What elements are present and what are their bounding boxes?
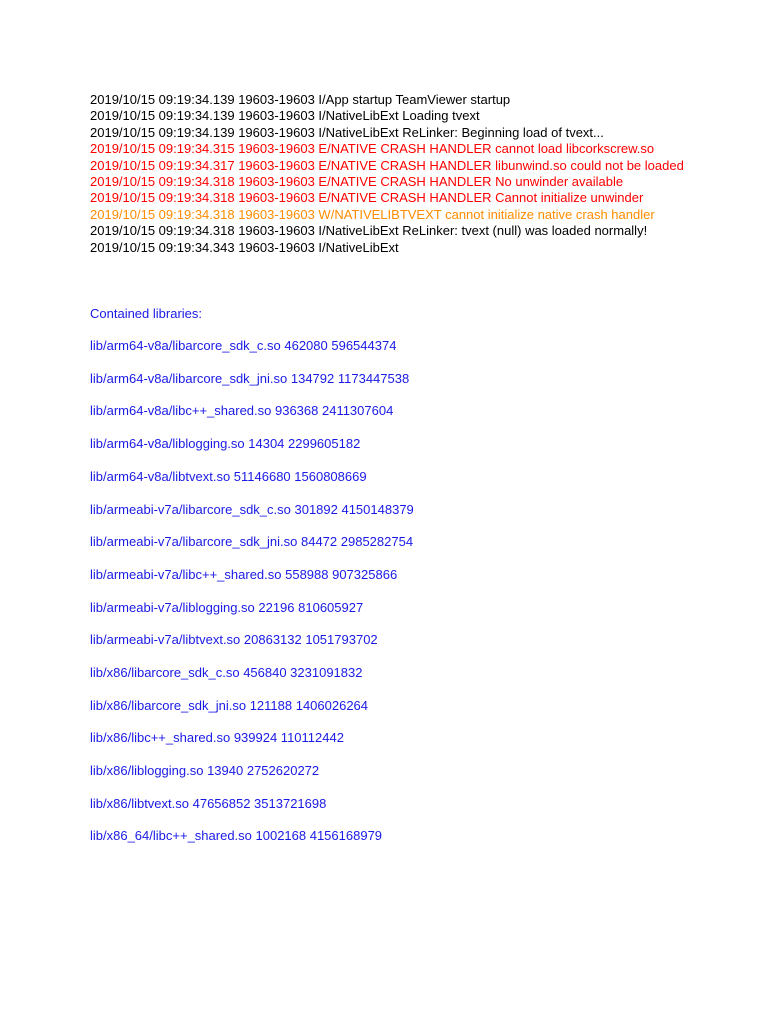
library-item: lib/x86/liblogging.so 13940 2752620272 [90, 763, 320, 778]
log-line: 2019/10/15 09:19:34.139 19603-19603 I/NativeLibExt ReLinker: Beginning load of tvext... [90, 124, 604, 140]
libraries-heading: Contained libraries: [90, 306, 203, 322]
library-item: lib/arm64-v8a/libarcore_sdk_jni.so 134792 1173447538 [90, 370, 410, 386]
library-item: lib/armeabi-v7a/libarcore_sdk_c.so 301892 4150148379 [90, 501, 414, 517]
log-line: 2019/10/15 09:19:34.139 19603-19603 I/App startup TeamViewer startup [90, 92, 511, 107]
library-item: lib/arm64-v8a/libc++_shared.so 936368 2411307604 [90, 403, 394, 419]
log-line: 2019/10/15 09:19:34.139 19603-19603 I/NativeLibExt Loading tvext [90, 108, 480, 124]
library-item: lib/armeabi-v7a/liblogging.so 22196 810605927 [90, 599, 364, 615]
library-item: lib/x86/libtvext.so 47656852 3513721698 [90, 795, 327, 811]
log-line: 2019/10/15 09:19:34.318 19603-19603 W/NATIVELIBTVEXT cannot initialize native crash handler [90, 206, 655, 222]
libraries-list [90, 338, 690, 845]
log-line: 2019/10/15 09:19:34.317 19603-19603 E/NATIVE CRASH HANDLER libunwind.so could not be loaded [90, 157, 684, 173]
document-page [90, 92, 690, 861]
library-item: lib/arm64-v8a/libarcore_sdk_c.so 462080 596544374 [90, 338, 397, 354]
library-item: lib/armeabi-v7a/libtvext.so 20863132 1051793702 [90, 632, 378, 648]
log-line: 2019/10/15 09:19:34.315 19603-19603 E/NATIVE CRASH HANDLER cannot load libcorkscrew.so [90, 141, 655, 157]
library-item: lib/arm64-v8a/libtvext.so 51146680 1560808669 [90, 468, 367, 484]
log-line: 2019/10/15 09:19:34.343 19603-19603 I/NativeLibExt [90, 239, 399, 255]
library-item: lib/x86/libc++_shared.so 939924 110112442 [90, 730, 344, 746]
log-line: 2019/10/15 09:19:34.318 19603-19603 E/NATIVE CRASH HANDLER Cannot initialize unwinder [90, 190, 644, 206]
library-item: lib/armeabi-v7a/libarcore_sdk_jni.so 84472 2985282754 [90, 534, 414, 550]
library-item: lib/arm64-v8a/liblogging.so 14304 2299605182 [90, 436, 361, 452]
log-line: 2019/10/15 09:19:34.318 19603-19603 I/NativeLibExt ReLinker: tvext (null) was loaded normally! [90, 223, 648, 239]
library-item: lib/armeabi-v7a/libc++_shared.so 558988 907325866 [90, 566, 398, 582]
library-item: lib/x86/libarcore_sdk_c.so 456840 3231091832 [90, 664, 363, 680]
log-output [90, 92, 690, 256]
log-line: 2019/10/15 09:19:34.318 19603-19603 E/NATIVE CRASH HANDLER No unwinder available [90, 174, 624, 190]
library-item: lib/x86/libarcore_sdk_jni.so 121188 1406026264 [90, 697, 369, 713]
library-item: lib/x86_64/libc++_shared.so 1002168 4156168979 [90, 828, 383, 844]
